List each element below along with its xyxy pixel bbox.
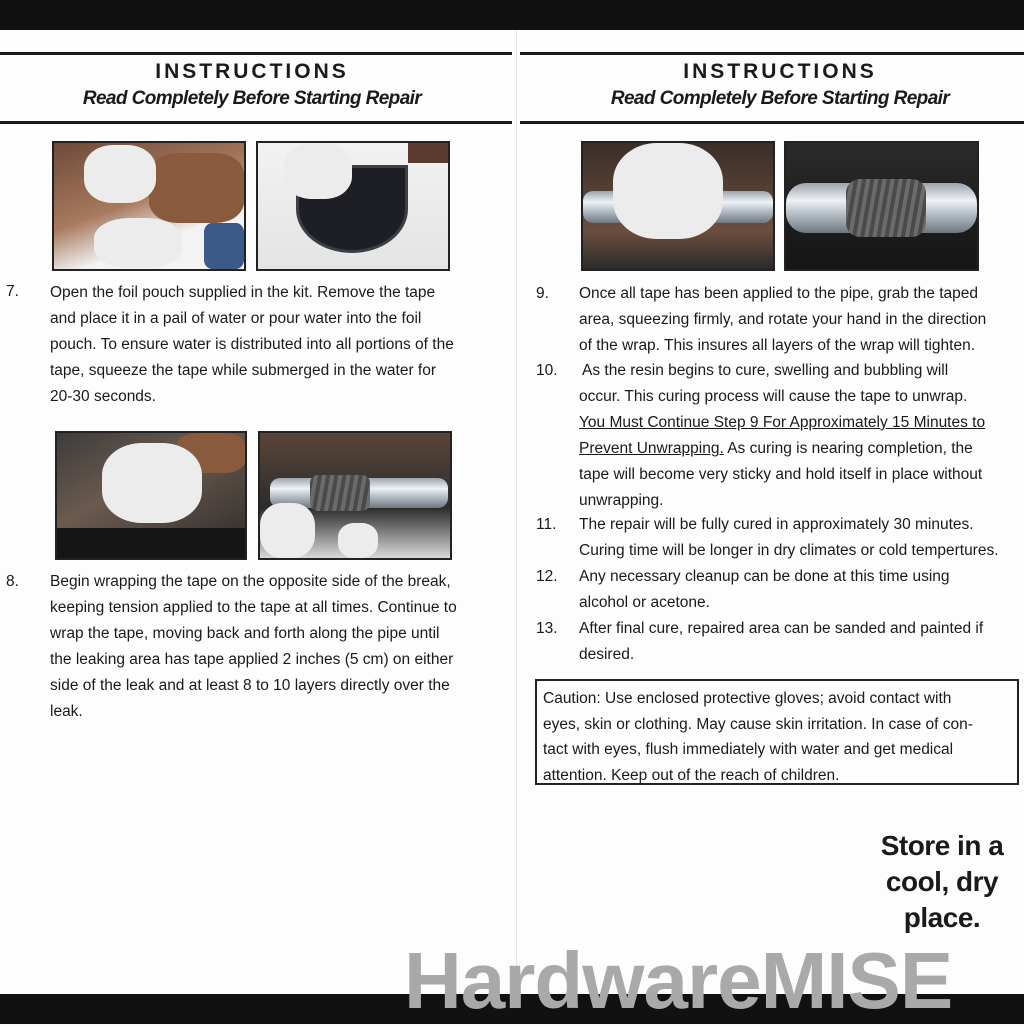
page-fold — [516, 30, 517, 994]
photo-cured-wrap — [784, 141, 979, 271]
photo-soaking-tape-in-water — [256, 141, 450, 271]
text-line: As curing is nearing completion, the — [727, 439, 973, 457]
top-scan-border — [0, 0, 1024, 30]
step-8-text — [50, 569, 457, 724]
header-top-rule — [520, 52, 1024, 55]
storage-line: Store in a — [880, 830, 1004, 861]
caution-box — [535, 679, 1019, 785]
text-line: area, squeezing firmly, and rotate your hand in the direction — [579, 310, 987, 328]
underlined-warning: Prevent Unwrapping. — [579, 439, 724, 457]
text-line: As the resin begins to cure, swelling and bubbling will — [582, 362, 949, 379]
step-number: 9. — [536, 285, 549, 302]
text-line: tape will become very sticky and hold itself in place without — [579, 465, 983, 483]
photo-squeezing-taped-area — [581, 141, 775, 271]
text-line: occur. This curing process will cause the tape to unwrap. — [579, 387, 968, 405]
caution-line: eyes, skin or clothing. May cause skin irritation. In case of con- — [543, 715, 973, 733]
text-line: keeping tension applied to the tape at all times. Continue to — [50, 598, 457, 616]
step-number: 10. — [536, 362, 558, 379]
text-line: tape, squeeze the tape while submerged in the water for — [50, 361, 437, 379]
text-line: desired. — [579, 645, 635, 663]
step-13-text — [579, 616, 983, 668]
text-line: Any necessary cleanup can be done at this time using — [579, 568, 950, 585]
text-line: Curing time will be longer in dry climates or cold tempertures. — [579, 541, 999, 559]
header-top-rule — [0, 52, 512, 55]
text-line: After final cure, repaired area can be sanded and painted if — [579, 620, 984, 637]
text-line: unwrapping. — [579, 491, 664, 509]
text-line: pouch. To ensure water is distributed into all portions of the — [50, 335, 454, 353]
text-line: 20-30 seconds. — [50, 387, 156, 405]
page-title: INSTRUCTIONS — [683, 60, 877, 83]
step-number: 8. — [6, 573, 19, 590]
header-bottom-rule — [520, 121, 1024, 124]
text-line: Open the foil pouch supplied in the kit. Remove the tape — [50, 284, 436, 301]
header-bottom-rule — [0, 121, 512, 124]
photo-taped-pipe — [258, 431, 452, 560]
underlined-warning: You Must Continue Step 9 For Approximately 15 Minutes to — [579, 413, 986, 431]
step-11-text — [579, 512, 999, 564]
text-line: alcohol or acetone. — [579, 593, 710, 611]
photo-wrapping-tape — [55, 431, 247, 560]
step-7-text — [50, 280, 454, 410]
page-title: INSTRUCTIONS — [155, 60, 349, 83]
text-line: The repair will be fully cured in approximately 30 minutes. — [579, 516, 974, 533]
text-line: side of the leak and at least 8 to 10 layers directly over the — [50, 676, 450, 694]
storage-note — [862, 828, 1022, 936]
text-line: of the wrap. This insures all layers of the wrap will tighten. — [579, 336, 976, 354]
step-number: 13. — [536, 620, 558, 637]
step-number: 7. — [6, 283, 19, 300]
caution-line: attention. Keep out of the reach of children. — [543, 766, 840, 784]
watermark: HardwareMISE — [404, 936, 953, 1025]
step-number: 11. — [536, 516, 557, 533]
step-number: 12. — [536, 568, 558, 585]
text-line: Once all tape has been applied to the pipe, grab the taped — [579, 285, 978, 302]
step-10-text — [579, 358, 985, 513]
step-9-text — [579, 281, 986, 359]
text-line: wrap the tape, moving back and forth along the pipe until — [50, 624, 440, 642]
photo-opening-foil-pouch — [52, 141, 246, 271]
storage-line: place. — [903, 902, 981, 933]
step-12-text — [579, 564, 950, 616]
text-line: Begin wrapping the tape on the opposite side of the break, — [50, 573, 451, 590]
page-subtitle: Read Completely Before Starting Repair — [82, 88, 422, 109]
text-line: and place it in a pail of water or pour water into the foil — [50, 309, 422, 327]
page-subtitle: Read Completely Before Starting Repair — [610, 88, 950, 109]
caution-line: tact with eyes, flush immediately with water and get medical — [543, 741, 954, 759]
text-line: the leaking area has tape applied 2 inches (5 cm) on either — [50, 650, 454, 668]
caution-line: Caution: Use enclosed protective gloves; avoid contact with — [543, 690, 952, 707]
text-line: leak. — [50, 702, 83, 720]
storage-line: cool, dry — [885, 866, 999, 897]
